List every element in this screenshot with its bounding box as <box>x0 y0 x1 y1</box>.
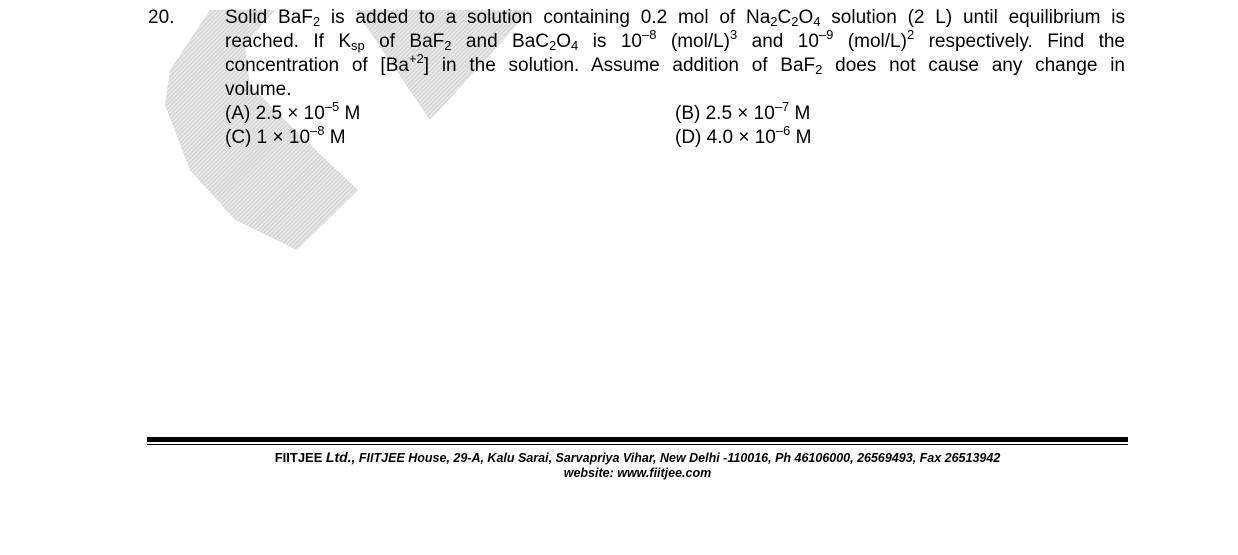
footer-website[interactable]: website: www.fiitjee.com <box>563 466 712 480</box>
question-line-4: volume. <box>225 79 292 100</box>
question-line-1: Solid BaF$_2$ is added to a solution containing 0.2 mol of $Na_2C_2O_4$ solution (2 L) until equilibrium is <box>225 7 1125 29</box>
question-line-3: concentration of $[Ba^{+2}]$ in the solution. Assume addition of BaF$_2$ does not cause any change in <box>225 51 1125 77</box>
footer-brand: FIITJEE <box>274 450 323 465</box>
footer-divider-thin <box>147 444 1128 445</box>
option-d[interactable]: (D) $4.0 \times 10^{-6}$ M <box>675 123 812 148</box>
question-line-2: reached. If $K_{sp}$ of BaF$_2$ and $BaC_2O_4$ is $10^{-8}$ $(mol/L)^3$ and $10^{-9}$ $(mol/L)^2$ respectively. Find the <box>225 27 1125 53</box>
footer-address-line <box>147 450 1128 466</box>
option-a[interactable]: (A) $2.5 \times 10^{-5}$ M <box>225 99 361 124</box>
footer-address: FIITJEE House, 29-A, Kalu Sarai, Sarvapriya Vihar, New Delhi -110016, Ph 46106000, 26569493, Fax 26513942 <box>358 451 1001 465</box>
footer-ltd: Ltd., <box>325 449 356 465</box>
option-b[interactable]: (B) $2.5 \times 10^{-7}$ M <box>675 99 811 124</box>
option-c[interactable]: (C) $1 \times 10^{-8}$ M <box>225 123 346 148</box>
question-text <box>225 6 1125 102</box>
footer-divider-thick <box>147 437 1128 442</box>
page-footer <box>147 450 1128 481</box>
question-number: 20. <box>148 7 175 28</box>
